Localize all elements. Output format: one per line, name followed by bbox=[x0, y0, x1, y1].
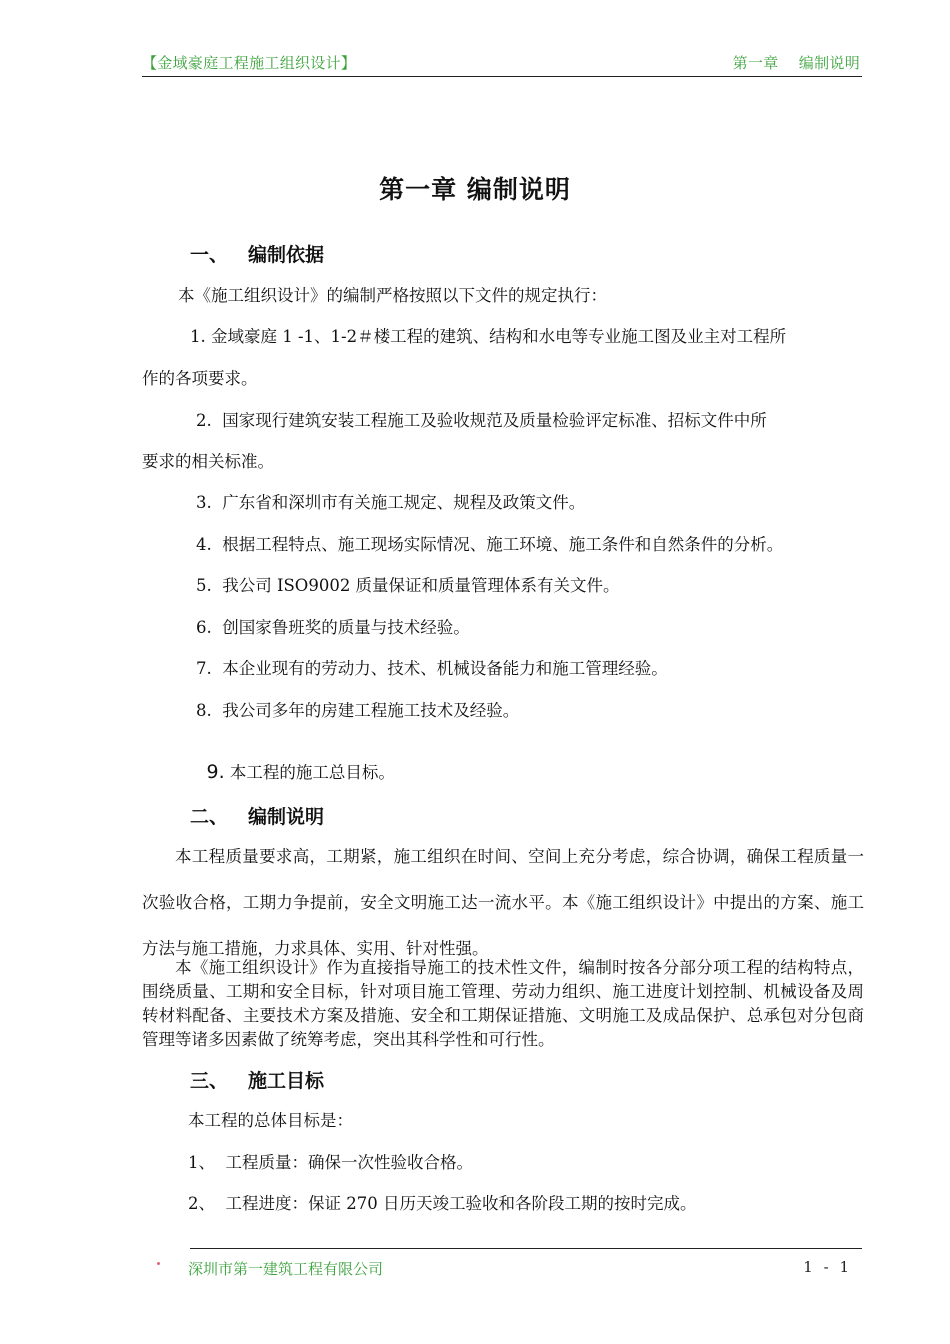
basis-intro: 本《施工组织设计》的编制严格按照以下文件的规定执行： bbox=[178, 286, 607, 305]
explanation-paragraph-2: 本《施工组织设计》作为直接指导施工的技术性文件，编制时按各分部分项工程的结构特点，围绕质量、工期和安全目标，针对项目施工管理、劳动力组织、施工进度计划控制、机械设备及周转材料配备、主要技术方案及措施、安全和工期保证措施、文明施工及成品保护、总承包对分包商管理等诸多因素做了统筹考虑，突出其科学性和可行性。 bbox=[142, 958, 864, 1049]
goals-item-2: 2、 工程进度：保证 270 日历天竣工验收和各阶段工期的按时完成。 bbox=[188, 1194, 697, 1213]
section-title: 施工目标 bbox=[248, 1070, 325, 1092]
explanation-paragraph-1: 本工程质量要求高，工期紧，施工组织在时间、空间上充分考虑，综合协调，确保工程质量一次验收合格，工期力争提前，安全文明施工达一流水平。本《施工组织设计》中提出的方案、施工方法与施工措施，力求具体、实用、针对性强。 bbox=[142, 847, 864, 958]
basis-item-9-number: 9. bbox=[206, 761, 225, 783]
section-heading-explanation bbox=[190, 802, 324, 829]
basis-item-1-line-2: 作的各项要求。 bbox=[142, 369, 258, 388]
basis-item-7: 7. 本企业现有的劳动力、技术、机械设备能力和施工管理经验。 bbox=[196, 659, 668, 678]
section-title: 编制依据 bbox=[248, 244, 325, 266]
section-number: 二、 bbox=[190, 806, 229, 828]
header-divider bbox=[142, 76, 862, 77]
basis-item-9 bbox=[196, 739, 395, 784]
section-number: 一、 bbox=[190, 244, 229, 266]
basis-item-8: 8. 我公司多年的房建工程施工技术及经验。 bbox=[196, 701, 520, 720]
section-number: 三、 bbox=[190, 1070, 229, 1092]
section-title: 编制说明 bbox=[248, 806, 325, 828]
footer-bullet-icon bbox=[157, 1262, 160, 1265]
section-heading-goals bbox=[190, 1066, 324, 1093]
basis-item-5: 5. 我公司 ISO9002 质量保证和质量管理体系有关文件。 bbox=[196, 576, 620, 595]
basis-item-2-line-1: 2. 国家现行建筑安装工程施工及验收规范及质量检验评定标准、招标文件中所 bbox=[196, 411, 767, 430]
basis-item-9-text: 本工程的施工总目标。 bbox=[224, 763, 395, 782]
basis-item-1-line-1: 1. 金域豪庭 1 -1、1-2＃楼工程的建筑、结构和水电等专业施工图及业主对工程所 bbox=[190, 327, 787, 346]
goals-intro: 本工程的总体目标是： bbox=[188, 1111, 353, 1130]
page-title: 第一章 编制说明 bbox=[379, 175, 571, 204]
footer-page-number: 1 - 1 bbox=[803, 1258, 852, 1276]
section-heading-basis bbox=[190, 240, 324, 267]
header-document-title: 【金域豪庭工程施工组织设计】 bbox=[142, 54, 357, 72]
goals-item-1: 1、 工程质量：确保一次性验收合格。 bbox=[188, 1153, 473, 1172]
basis-item-4: 4. 根据工程特点、施工现场实际情况、施工环境、施工条件和自然条件的分析。 bbox=[196, 535, 784, 554]
basis-item-6: 6. 创国家鲁班奖的质量与技术经验。 bbox=[196, 618, 470, 637]
header-chapter-title: 第一章 编制说明 bbox=[732, 54, 860, 72]
footer-company-name: 深圳市第一建筑工程有限公司 bbox=[188, 1260, 384, 1278]
footer-divider bbox=[190, 1248, 862, 1249]
basis-item-2-line-2: 要求的相关标准。 bbox=[142, 452, 274, 471]
basis-item-3: 3. 广东省和深圳市有关施工规定、规程及政策文件。 bbox=[196, 493, 586, 512]
